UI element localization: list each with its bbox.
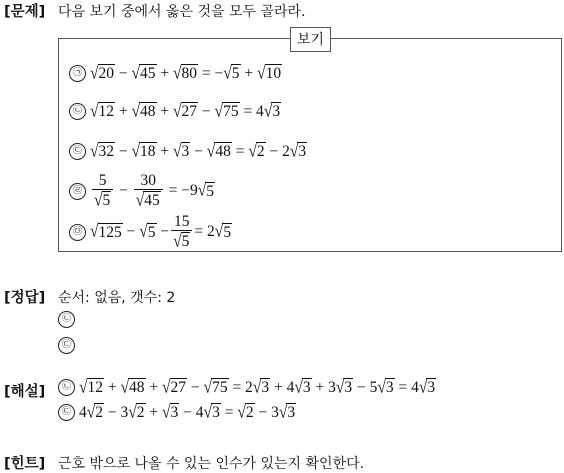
option-5 — [69, 213, 232, 252]
problem-text: 다음 보기 중에서 옳은 것을 모두 골라라. — [58, 4, 306, 20]
option-1-label: ㉠ — [69, 65, 86, 82]
option-3 — [69, 142, 307, 161]
options-box — [58, 32, 562, 252]
problem-tag: [문제] — [4, 4, 46, 20]
option-1-expression: √20 − √45 + √80 = −√5 + √10 — [90, 63, 282, 84]
option-4 — [69, 172, 215, 211]
explanation-line-1-label: ㉡ — [58, 379, 75, 396]
option-5-label: ㉤ — [69, 224, 86, 241]
answer-choice-2 — [58, 337, 79, 354]
explanation-line-1 — [58, 378, 436, 397]
option-4-expression: $\frac{5}{√5}$ − $\frac{30}{√45}$ = −9 √ 5 — [94, 172, 215, 211]
explanation-line-2-label: ㉢ — [58, 404, 75, 421]
answer-choice-2-label: ㉢ — [58, 337, 75, 354]
explanation-line-1-expression: √12 + √48 + √27 − √75 = 2√3 + 4√3 + 3√3 − 5√3 = 4√3 — [79, 377, 436, 398]
option-2-label: ㉡ — [69, 103, 86, 120]
answer-tag: [정답] — [4, 290, 46, 306]
answer-choice-1-label: ㉡ — [58, 311, 75, 328]
options-box-title: 보기 — [290, 27, 331, 52]
option-2 — [69, 102, 281, 121]
explanation-line-2-expression: 4√2 − 3√2 + √3 − 4√3 = √2 − 3√3 — [79, 402, 296, 423]
option-5-expression: √ 125 − √ 5 − $\frac{15}{√5}$ = 2 √ 5 — [90, 213, 232, 252]
answer-summary: 순서: 없음, 갯수: 2 — [58, 290, 176, 306]
option-2-expression: √12 + √48 + √27 − √75 = 4√3 — [90, 101, 281, 122]
explanation-line-2 — [58, 403, 296, 422]
explanation-tag: [해설] — [4, 384, 46, 400]
answer-choice-1 — [58, 311, 79, 328]
option-1 — [69, 64, 282, 83]
option-4-label: ㉣ — [69, 183, 86, 200]
option-3-label: ㉢ — [69, 143, 86, 160]
hint-tag: [힌트] — [4, 456, 46, 472]
option-3-expression: √32 − √18 + √3 − √48 = √2 − 2√3 — [90, 141, 307, 162]
hint-text: 근호 밖으로 나올 수 있는 인수가 있는지 확인한다. — [58, 456, 365, 472]
